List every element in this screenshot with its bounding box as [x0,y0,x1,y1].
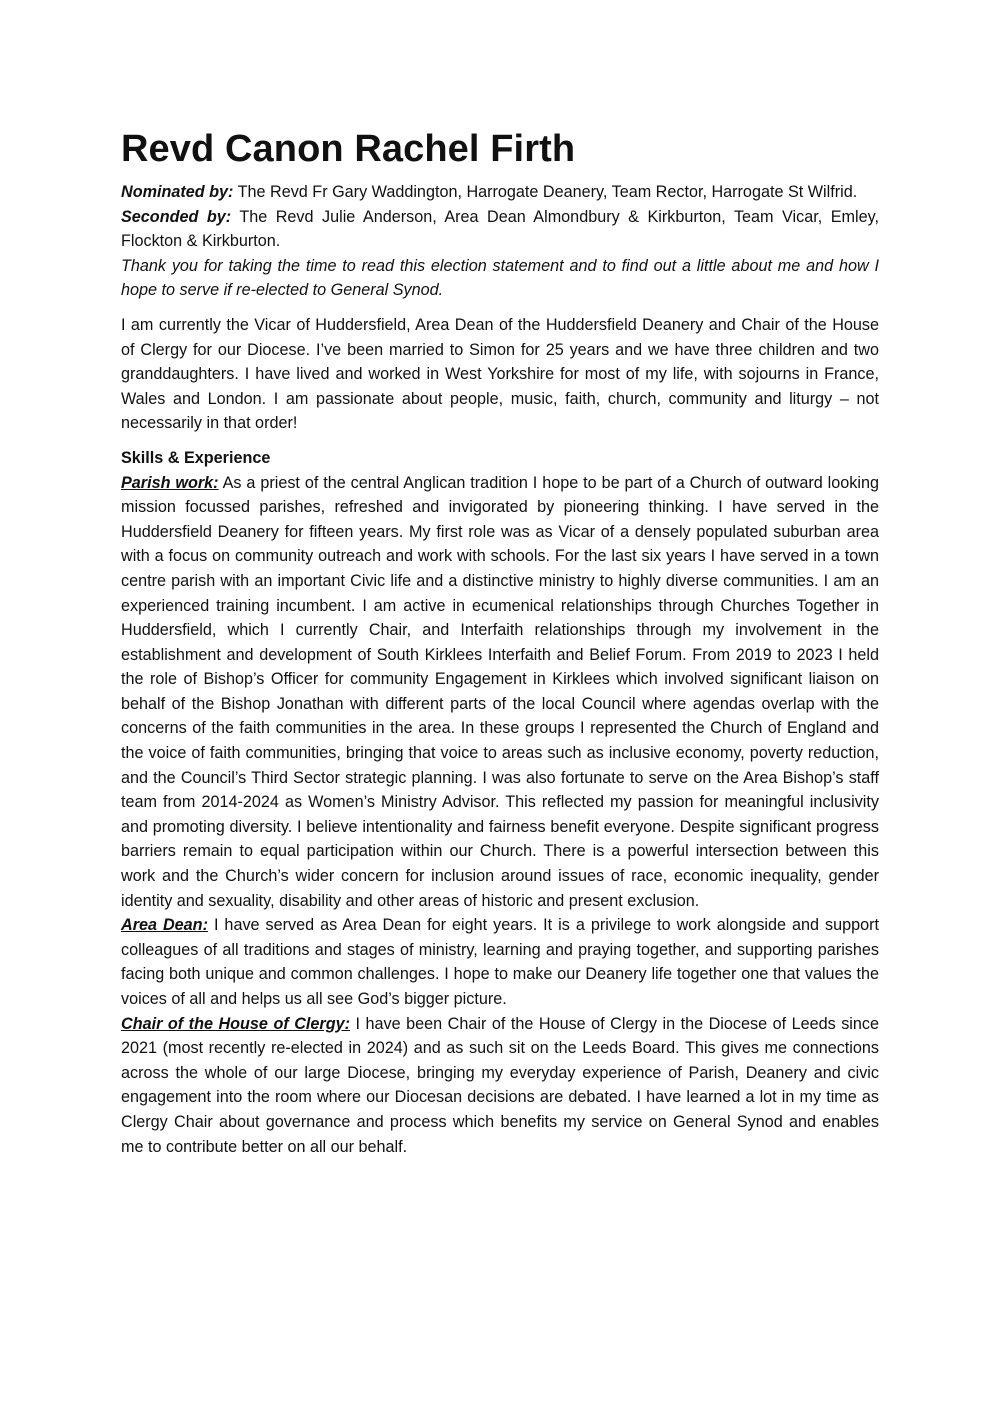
area-dean-paragraph [121,913,879,1011]
area-dean-text: I have served as Area Dean for eight years. It is a privilege to work alongside and support colleagues of all traditions and stages of ministry, learning and praying together, and supporting parishes facing both unique and common challenges. I hope to make our Deanery life together one that values the voices of all and helps us all see God’s bigger picture. [121,916,880,1008]
chair-text: I have been Chair of the House of Clergy in the Diocese of Leeds since 2021 (most recently re-elected in 2024) and as such sit on the Leeds Board. This gives me connections across the whole of our large Diocese, bringing my everyday experience of Parish, Deanery and civic engagement into the room where our Diocesan decisions are debated. I have learned a lot in my time as Clergy Chair about governance and process which benefits my service on General Synod and enables me to contribute better on all our behalf. [121,1014,879,1156]
nominated-by [121,180,879,205]
page-title: Revd Canon Rachel Firth [121,128,576,170]
chair-label: Chair of the House of Clergy: [121,1014,351,1033]
seconded-by-label: Seconded by: [121,207,232,226]
intro-statement: Thank you for taking the time to read this election statement and to find out a little about me and how I hope to serve if re-elected to General Synod. [121,256,879,300]
skills-heading: Skills & Experience [121,448,271,467]
nominated-by-text: The Revd Fr Gary Waddington, Harrogate Deanery, Team Rector, Harrogate St Wilfrid. [233,183,858,201]
about-paragraph: I am currently the Vicar of Huddersfield, Area Dean of the Huddersfield Deanery and Chair of the House of Clergy for our Diocese. I’ve been married to Simon for 25 years and we have three children and two granddaughters. I have lived and worked in West Yorkshire for most of my life, with sojourns in France, Wales and London. I am passionate about people, music, faith, church, community and liturgy – not necessarily in that order! [121,315,879,433]
seconded-by [121,205,879,254]
parish-work-label: Parish work: [121,473,219,492]
seconded-by-text: The Revd Julie Anderson, Area Dean Almondbury & Kirkburton, Team Vicar, Emley, Flockton & Kirkburton. [121,207,879,251]
nominated-by-label: Nominated by: [121,183,234,201]
election-statement-page [121,124,879,1159]
parish-work-text: As a priest of the central Anglican tradition I hope to be part of a Church of outward looking mission focussed parishes, refreshed and invigorated by pioneering thinking. I have served in the Huddersfield Deanery for fifteen years. My first role was as Vicar of a densely populated suburban area with a focus on community outreach and work with schools. For the last six years I have served in a town centre parish with an important Civic life and a distinctive ministry to highly diverse communities. I am an experienced training incumbent. I am active in ecumenical relationships through Churches Together in Huddersfield, which I currently Chair, and Interfaith relationships through my involvement in the establishment and development of South Kirklees Interfaith and Belief Forum. From 2019 to 2023 I held the role of Bishop’s Officer for community Engagement in Kirklees which involved significant liaison on behalf of the Bishop Jonathan with different parts of the local Council where agendas overlap with the concerns of the faith communities in the area. In these groups I represented the Church of England and the voice of faith communities, bringing that voice to areas such as inclusive economy, poverty reduction, and the Council’s Third Sector strategic planning. I was also fortunate to serve on the Area Bishop’s staff team from 2014-2024 as Women’s Ministry Advisor. This reflected my passion for meaningful inclusivity and promoting diversity. I believe intentionality and fairness benefit everyone. Despite significant progress barriers remain to equal participation within our Church. There is a powerful intersection between this work and the Church’s wider concern for inclusion around issues of race, economic inequality, gender identity and sexuality, disability and other areas of historic and present exclusion. [121,473,879,910]
area-dean-label: Area Dean: [121,916,208,935]
chair-paragraph [121,1012,879,1160]
parish-work-paragraph [121,471,879,914]
